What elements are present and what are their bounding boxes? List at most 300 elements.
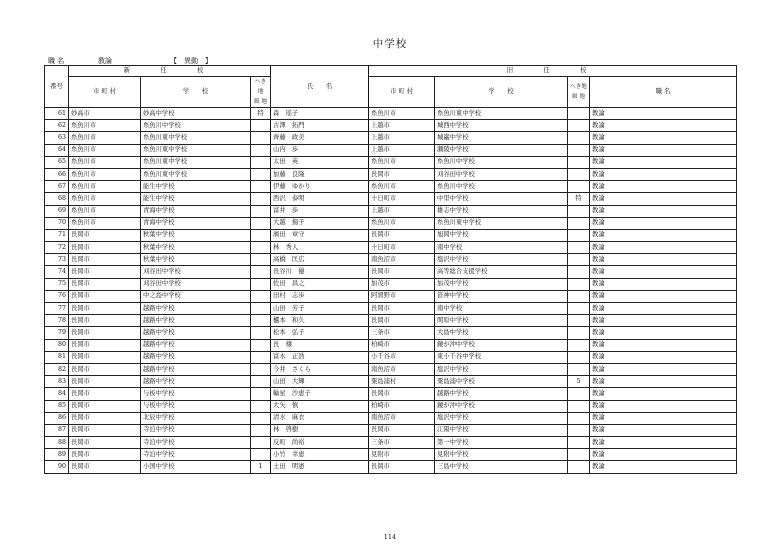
table-row <box>45 412 737 424</box>
table-row <box>45 108 737 120</box>
new-city-cell: 長岡市 <box>69 461 141 473</box>
new-city-cell: 糸魚川市 <box>69 217 141 229</box>
old-city-cell: 長岡市 <box>369 266 435 278</box>
header-old-school: 学 校 <box>435 77 568 108</box>
old-hekichi-cell <box>568 412 590 424</box>
table-row <box>45 437 737 449</box>
header-new-school: 学 校 <box>141 77 251 108</box>
teacher-name-cell: 林 啓樹 <box>271 424 369 436</box>
old-city-cell: 長岡市 <box>369 315 435 327</box>
new-hekichi-cell <box>251 156 271 168</box>
new-city-cell: 糸魚川市 <box>69 181 141 193</box>
old-hekichi-cell <box>568 449 590 461</box>
new-city-cell: 長岡市 <box>69 363 141 375</box>
new-city-cell: 長岡市 <box>69 351 141 363</box>
row-number: 79 <box>45 327 69 339</box>
old-city-cell: 南魚沼市 <box>369 412 435 424</box>
new-city-cell: 長岡市 <box>69 278 141 290</box>
new-school-cell: 寺泊中学校 <box>141 449 251 461</box>
new-school-cell: 秋葉中学校 <box>141 229 251 241</box>
new-city-cell: 長岡市 <box>69 376 141 388</box>
teacher-name-cell: 加藤 良隆 <box>271 168 369 180</box>
new-school-cell: 糸魚川中学校 <box>141 120 251 132</box>
old-school-cell: 南中学校 <box>435 242 568 254</box>
old-school-cell: 高等総合支援学校 <box>435 266 568 278</box>
job-title-cell: 教論 <box>590 290 737 302</box>
header-new-hekichi: へき地 級 地 <box>251 77 271 108</box>
row-number: 65 <box>45 156 69 168</box>
job-title-cell: 教論 <box>590 242 737 254</box>
old-school-cell: 笹神中学校 <box>435 290 568 302</box>
row-number: 61 <box>45 108 69 120</box>
job-title-cell: 教論 <box>590 156 737 168</box>
header-number: 番号 <box>45 66 69 108</box>
old-school-cell: 糸魚川中学校 <box>435 156 568 168</box>
new-school-cell: 糸魚川東中学校 <box>141 132 251 144</box>
new-hekichi-cell <box>251 449 271 461</box>
old-school-cell: 城西中学校 <box>435 120 568 132</box>
old-school-cell: 雄志中学校 <box>435 205 568 217</box>
old-city-cell: 三条市 <box>369 437 435 449</box>
old-school-cell: 刈谷田中学校 <box>435 168 568 180</box>
new-hekichi-cell <box>251 315 271 327</box>
old-hekichi-cell <box>568 424 590 436</box>
new-city-cell: 長岡市 <box>69 327 141 339</box>
new-school-cell: 北辰中学校 <box>141 412 251 424</box>
new-school-cell: 寺泊中学校 <box>141 437 251 449</box>
new-city-cell: 長岡市 <box>69 315 141 327</box>
job-title-cell: 教論 <box>590 351 737 363</box>
old-city-cell: 見附市 <box>369 449 435 461</box>
new-hekichi-cell <box>251 424 271 436</box>
old-school-cell: 糸魚川東中学校 <box>435 217 568 229</box>
old-hekichi-cell <box>568 400 590 412</box>
teacher-name-cell: 富永 正浩 <box>271 351 369 363</box>
personnel-table <box>44 65 737 474</box>
row-number: 64 <box>45 144 69 156</box>
row-number: 67 <box>45 181 69 193</box>
old-school-cell: 江陽中学校 <box>435 424 568 436</box>
old-city-cell: 長岡市 <box>369 461 435 473</box>
old-hekichi-cell <box>568 217 590 229</box>
job-title-cell: 教論 <box>590 181 737 193</box>
job-title-cell: 教論 <box>590 120 737 132</box>
old-school-cell: 瀬陵中学校 <box>435 144 568 156</box>
table-row <box>45 315 737 327</box>
teacher-name-cell: 小竹 幸恵 <box>271 449 369 461</box>
teacher-name-cell: 太田 英 <box>271 156 369 168</box>
new-city-cell: 長岡市 <box>69 254 141 266</box>
table-row <box>45 229 737 241</box>
new-city-cell: 長岡市 <box>69 437 141 449</box>
job-title-cell: 教論 <box>590 327 737 339</box>
job-title-cell: 教論 <box>590 363 737 375</box>
old-hekichi-cell <box>568 144 590 156</box>
row-number: 90 <box>45 461 69 473</box>
new-hekichi-cell <box>251 217 271 229</box>
row-number: 84 <box>45 388 69 400</box>
job-title-cell: 教論 <box>590 315 737 327</box>
row-number: 86 <box>45 412 69 424</box>
new-hekichi-cell <box>251 254 271 266</box>
table-row <box>45 193 737 205</box>
old-hekichi-cell <box>568 363 590 375</box>
old-school-cell: 塩沢中学校 <box>435 412 568 424</box>
row-number: 78 <box>45 315 69 327</box>
teacher-name-cell: 森 瑶子 <box>271 108 369 120</box>
new-school-cell: 越路中学校 <box>141 315 251 327</box>
row-number: 88 <box>45 437 69 449</box>
row-number: 85 <box>45 400 69 412</box>
new-hekichi-cell <box>251 388 271 400</box>
table-row <box>45 144 737 156</box>
transfer-type-label: 【 異動 】 <box>170 57 212 65</box>
teacher-name-cell: 佐田 昌之 <box>271 278 369 290</box>
new-school-cell: 刈谷田中学校 <box>141 266 251 278</box>
old-city-cell: 十日町市 <box>369 193 435 205</box>
table-row <box>45 339 737 351</box>
header-name: 氏 名 <box>271 66 369 108</box>
new-school-cell: 糸魚川東中学校 <box>141 168 251 180</box>
new-school-cell: 青海中学校 <box>141 205 251 217</box>
new-city-cell: 糸魚川市 <box>69 168 141 180</box>
row-number: 77 <box>45 303 69 315</box>
new-school-cell: 越路中学校 <box>141 376 251 388</box>
old-city-cell: 粟島浦村 <box>369 376 435 388</box>
new-school-cell: 越路中学校 <box>141 303 251 315</box>
new-school-cell: 妙高中学校 <box>141 108 251 120</box>
job-title-cell: 教論 <box>590 303 737 315</box>
teacher-name-cell: 伊藤 ゆかり <box>271 181 369 193</box>
row-number: 87 <box>45 424 69 436</box>
row-number: 81 <box>45 351 69 363</box>
new-school-cell: 小国中学校 <box>141 461 251 473</box>
job-title-cell: 教論 <box>590 278 737 290</box>
table-row <box>45 217 737 229</box>
old-city-cell: 柏崎市 <box>369 339 435 351</box>
new-city-cell: 長岡市 <box>69 388 141 400</box>
old-city-cell: 糸魚川市 <box>369 156 435 168</box>
row-number: 73 <box>45 254 69 266</box>
new-city-cell: 長岡市 <box>69 229 141 241</box>
new-hekichi-cell <box>251 400 271 412</box>
teacher-name-cell: 大矢 慎 <box>271 400 369 412</box>
old-hekichi-cell <box>568 254 590 266</box>
new-hekichi-cell <box>251 412 271 424</box>
job-title-cell: 教論 <box>590 229 737 241</box>
old-city-cell: 長岡市 <box>369 168 435 180</box>
old-hekichi-cell <box>568 156 590 168</box>
table-row <box>45 461 737 473</box>
teacher-name-cell: 大越 揚子 <box>271 217 369 229</box>
table-row <box>45 266 737 278</box>
new-hekichi-cell <box>251 242 271 254</box>
new-hekichi-cell <box>251 120 271 132</box>
old-school-cell: 城巌中学校 <box>435 132 568 144</box>
job-title-cell: 教論 <box>590 217 737 229</box>
teacher-name-cell: 富井 歩 <box>271 205 369 217</box>
table-row <box>45 449 737 461</box>
new-city-cell: 長岡市 <box>69 290 141 302</box>
new-hekichi-cell <box>251 339 271 351</box>
old-city-cell: 阿賀野市 <box>369 290 435 302</box>
table-row <box>45 363 737 375</box>
new-hekichi-cell <box>251 144 271 156</box>
teacher-name-cell: 櫨本 和久 <box>271 315 369 327</box>
old-school-cell: 糸魚川東中学校 <box>435 108 568 120</box>
old-school-cell: 東小千谷中学校 <box>435 351 568 363</box>
table-row <box>45 424 737 436</box>
teacher-name-cell: 高橋 匡広 <box>271 254 369 266</box>
table-row <box>45 205 737 217</box>
new-city-cell: 糸魚川市 <box>69 120 141 132</box>
new-school-cell: 青海中学校 <box>141 217 251 229</box>
header-job-title: 職 名 <box>590 77 737 108</box>
job-title-cell: 教論 <box>590 108 737 120</box>
new-hekichi-cell <box>251 205 271 217</box>
old-hekichi-cell <box>568 168 590 180</box>
new-school-cell: 能生中学校 <box>141 181 251 193</box>
new-hekichi-cell <box>251 363 271 375</box>
old-city-cell: 長岡市 <box>369 424 435 436</box>
page-title: 中学校 <box>372 38 408 50</box>
new-city-cell: 糸魚川市 <box>69 193 141 205</box>
old-school-cell: 粟島浦中学校 <box>435 376 568 388</box>
job-title-cell: 教論 <box>590 449 737 461</box>
old-hekichi-cell <box>568 290 590 302</box>
old-school-cell: 塩沢中学校 <box>435 363 568 375</box>
header-old-hekichi: へき地 級 地 <box>568 77 590 108</box>
old-city-cell: 南魚沼市 <box>369 363 435 375</box>
teacher-name-cell: 松本 弘子 <box>271 327 369 339</box>
new-school-cell: 越路中学校 <box>141 363 251 375</box>
new-city-cell: 長岡市 <box>69 449 141 461</box>
old-city-cell: 上越市 <box>369 144 435 156</box>
job-title-cell: 教論 <box>590 254 737 266</box>
old-hekichi-cell <box>568 120 590 132</box>
row-number: 66 <box>45 168 69 180</box>
old-school-cell: 加茂中学校 <box>435 278 568 290</box>
table-row <box>45 290 737 302</box>
teacher-name-cell: 長谷川 優 <box>271 266 369 278</box>
old-hekichi-cell <box>568 278 590 290</box>
row-number: 70 <box>45 217 69 229</box>
old-hekichi-cell: 特 <box>568 193 590 205</box>
teacher-name-cell: 古澤 拓門 <box>271 120 369 132</box>
new-school-cell: 糸魚川東中学校 <box>141 144 251 156</box>
table-row <box>45 400 737 412</box>
old-school-cell: 関原中学校 <box>435 315 568 327</box>
old-city-cell: 長岡市 <box>369 229 435 241</box>
old-hekichi-cell <box>568 242 590 254</box>
old-hekichi-cell <box>568 266 590 278</box>
new-school-cell: 中之島中学校 <box>141 290 251 302</box>
teacher-name-cell: 今井 さくら <box>271 363 369 375</box>
job-title-cell: 教論 <box>590 376 737 388</box>
job-title-cell: 教論 <box>590 424 737 436</box>
old-hekichi-cell <box>568 339 590 351</box>
table-row <box>45 327 737 339</box>
new-hekichi-cell <box>251 168 271 180</box>
old-city-cell: 長岡市 <box>369 388 435 400</box>
row-number: 76 <box>45 290 69 302</box>
row-number: 75 <box>45 278 69 290</box>
new-school-cell: 越路中学校 <box>141 351 251 363</box>
table-row <box>45 351 737 363</box>
new-hekichi-cell <box>251 303 271 315</box>
job-title-cell: 教論 <box>590 205 737 217</box>
old-school-cell: 大島中学校 <box>435 327 568 339</box>
old-city-cell: 糸魚川市 <box>369 181 435 193</box>
table-row <box>45 376 737 388</box>
teacher-name-cell: 山田 芳子 <box>271 303 369 315</box>
header-old-school-group: 旧 任 校 <box>369 66 737 77</box>
row-number: 69 <box>45 205 69 217</box>
table-body <box>45 108 737 474</box>
new-hekichi-cell <box>251 290 271 302</box>
table-row <box>45 132 737 144</box>
new-city-cell: 糸魚川市 <box>69 156 141 168</box>
teacher-name-cell: 清水 麻衣 <box>271 412 369 424</box>
old-city-cell: 小千谷市 <box>369 351 435 363</box>
old-city-cell: 糸魚川市 <box>369 108 435 120</box>
job-title-cell: 教論 <box>590 400 737 412</box>
table-row <box>45 120 737 132</box>
new-city-cell: 長岡市 <box>69 400 141 412</box>
job-title-cell: 教論 <box>590 168 737 180</box>
old-hekichi-cell <box>568 461 590 473</box>
old-school-cell: 見附中学校 <box>435 449 568 461</box>
old-city-cell: 上越市 <box>369 132 435 144</box>
teacher-name-cell: 輪星 沙恵子 <box>271 388 369 400</box>
old-hekichi-cell <box>568 351 590 363</box>
new-school-cell: 与板中学校 <box>141 388 251 400</box>
teacher-name-cell: 山内 歩 <box>271 144 369 156</box>
new-hekichi-cell <box>251 376 271 388</box>
table-row <box>45 388 737 400</box>
teacher-name-cell: 長 穣 <box>271 339 369 351</box>
table-row <box>45 156 737 168</box>
new-school-cell: 与板中学校 <box>141 400 251 412</box>
old-hekichi-cell <box>568 303 590 315</box>
job-title-cell: 教論 <box>590 132 737 144</box>
old-city-cell: 柏崎市 <box>369 400 435 412</box>
old-school-cell: 第一中学校 <box>435 437 568 449</box>
table-row <box>45 242 737 254</box>
job-label: 職 名 <box>48 57 65 65</box>
job-title-cell: 教論 <box>590 266 737 278</box>
old-city-cell: 糸魚川市 <box>369 217 435 229</box>
new-hekichi-cell: 1 <box>251 461 271 473</box>
old-school-cell: 三島中学校 <box>435 461 568 473</box>
new-city-cell: 長岡市 <box>69 266 141 278</box>
old-city-cell: 上越市 <box>369 120 435 132</box>
old-school-cell: 鏡が沖中学校 <box>435 339 568 351</box>
new-city-cell: 糸魚川市 <box>69 205 141 217</box>
new-hekichi-cell <box>251 327 271 339</box>
old-city-cell: 長岡市 <box>369 303 435 315</box>
old-school-cell: 南中学校 <box>435 303 568 315</box>
new-school-cell: 越路中学校 <box>141 327 251 339</box>
old-city-cell: 上越市 <box>369 205 435 217</box>
old-hekichi-cell: 5 <box>568 376 590 388</box>
row-number: 72 <box>45 242 69 254</box>
old-school-cell: 旭岡中学校 <box>435 229 568 241</box>
teacher-name-cell: 反町 尚裕 <box>271 437 369 449</box>
row-number: 68 <box>45 193 69 205</box>
new-school-cell: 能生中学校 <box>141 193 251 205</box>
old-school-cell: 越路中学校 <box>435 388 568 400</box>
old-hekichi-cell <box>568 327 590 339</box>
old-hekichi-cell <box>568 205 590 217</box>
old-hekichi-cell <box>568 229 590 241</box>
row-number: 71 <box>45 229 69 241</box>
new-hekichi-cell <box>251 266 271 278</box>
job-title-cell: 教論 <box>590 144 737 156</box>
job-title-cell: 教論 <box>590 412 737 424</box>
new-city-cell: 長岡市 <box>69 303 141 315</box>
new-hekichi-cell <box>251 278 271 290</box>
old-school-cell: 鏡が沖中学校 <box>435 400 568 412</box>
new-city-cell: 糸魚川市 <box>69 132 141 144</box>
new-school-cell: 刈谷田中学校 <box>141 278 251 290</box>
job-title-cell: 教論 <box>590 437 737 449</box>
job-title-cell: 教論 <box>590 388 737 400</box>
row-number: 62 <box>45 120 69 132</box>
new-hekichi-cell <box>251 351 271 363</box>
old-city-cell: 加茂市 <box>369 278 435 290</box>
teacher-name-cell: 山田 大輝 <box>271 376 369 388</box>
job-title-cell: 教論 <box>590 193 737 205</box>
old-city-cell: 十日町市 <box>369 242 435 254</box>
job-title-cell: 教論 <box>590 339 737 351</box>
teacher-name-cell: 土田 明憲 <box>271 461 369 473</box>
new-school-cell: 秋葉中学校 <box>141 254 251 266</box>
teacher-name-cell: 田村 志歩 <box>271 290 369 302</box>
new-city-cell: 妙高市 <box>69 108 141 120</box>
table-row <box>45 168 737 180</box>
old-hekichi-cell <box>568 388 590 400</box>
old-hekichi-cell <box>568 315 590 327</box>
job-value: 教論 <box>98 57 112 65</box>
new-school-cell: 寺泊中学校 <box>141 424 251 436</box>
new-school-cell: 越路中学校 <box>141 339 251 351</box>
old-school-cell: 塩沢中学校 <box>435 254 568 266</box>
row-number: 63 <box>45 132 69 144</box>
old-hekichi-cell <box>568 181 590 193</box>
teacher-name-cell: 齊藤 政美 <box>271 132 369 144</box>
new-hekichi-cell <box>251 132 271 144</box>
header-old-city: 市 町 村 <box>369 77 435 108</box>
page-number: 114 <box>383 533 397 541</box>
new-city-cell: 糸魚川市 <box>69 144 141 156</box>
table-row <box>45 254 737 266</box>
old-school-cell: 中里中学校 <box>435 193 568 205</box>
teacher-name-cell: 濱田 章守 <box>271 229 369 241</box>
table-row <box>45 278 737 290</box>
header-new-school-group: 新 任 校 <box>69 66 271 77</box>
new-hekichi-cell <box>251 437 271 449</box>
header-new-city: 市 町 村 <box>69 77 141 108</box>
row-number: 80 <box>45 339 69 351</box>
teacher-name-cell: 西沢 泰明 <box>271 193 369 205</box>
old-hekichi-cell <box>568 132 590 144</box>
new-hekichi-cell <box>251 193 271 205</box>
new-city-cell: 長岡市 <box>69 424 141 436</box>
new-hekichi-cell: 特 <box>251 108 271 120</box>
row-number: 83 <box>45 376 69 388</box>
teacher-name-cell: 林 秀人 <box>271 242 369 254</box>
